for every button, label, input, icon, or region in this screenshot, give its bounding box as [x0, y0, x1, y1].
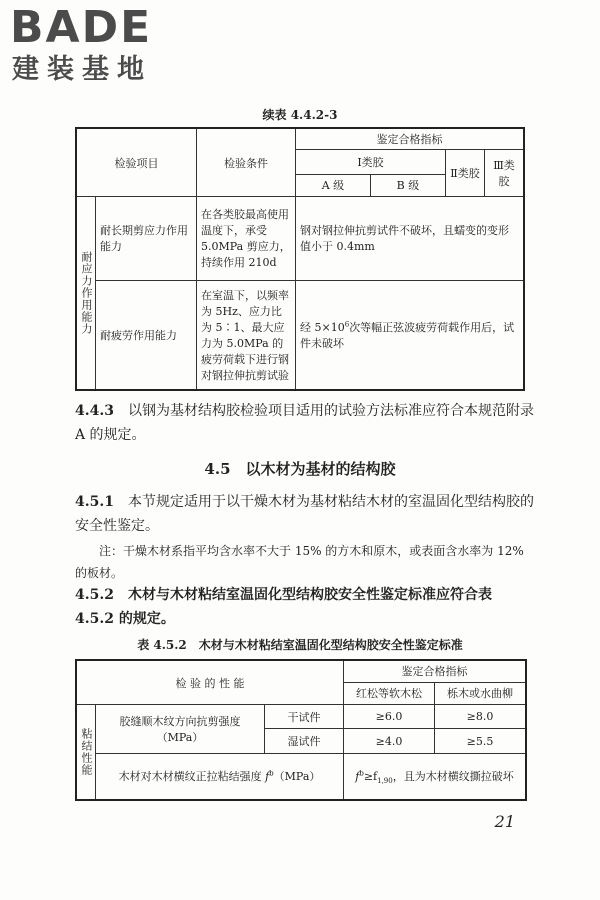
wet-value-softwood: ≥4.0: [344, 729, 435, 753]
row2-item: 耐疲劳作用能力: [96, 280, 197, 390]
section-4-5-heading: [0, 458, 600, 479]
wet-value-hardwood: ≥5.5: [435, 729, 527, 753]
row2-criteria-pre: 经 5×10: [300, 320, 345, 334]
tensile-crit-sup: b: [359, 769, 364, 778]
tensile-crit-sub: 1,90: [377, 777, 393, 785]
header-grade-a: A 级: [296, 174, 371, 196]
logo-word: BADE: [10, 2, 153, 53]
table2-caption: 表 4.5.2 木材与木材粘结室温固化型结构胶安全性鉴定标准: [137, 638, 463, 652]
tensile-criteria: [344, 753, 527, 800]
dry-value-hardwood: ≥8.0: [435, 705, 527, 729]
para-4-5-2-text: 木材与木材粘结室温固化型结构胶安全性鉴定标准应符合表 4.5.2 的规定。: [75, 587, 492, 627]
row-group-label: 耐应力作用能力: [76, 197, 96, 390]
logo: [10, 4, 180, 90]
tensile-strength-label: [96, 753, 344, 800]
para-4-4-3-number: 4.4.3: [75, 403, 114, 419]
tensile-label-unit: （MPa）: [273, 770, 321, 784]
row2-criteria: [296, 280, 525, 390]
para-4-5-2-number: 4.5.2: [75, 587, 114, 603]
table-4-5-2: [75, 659, 527, 801]
tensile-symbol-sup: b: [269, 769, 274, 778]
dry-specimen-label: 干试件: [265, 705, 344, 729]
header-class2: Ⅱ类胶: [446, 150, 485, 197]
para-4-5-1-text: 本节规定适用于以干燥木材为基材粘结木材的室温固化型结构胶的安全性鉴定。: [75, 494, 534, 534]
para-4-5-2: [75, 583, 535, 631]
section-title: 以木材为基材的结构胶: [245, 460, 396, 478]
table1-caption: 续表 4.4.2-3: [262, 108, 338, 122]
para-4-4-3-text: 以钢为基材结构胶检验项目适用的试验方法标准应符合本规范附录 A 的规定。: [75, 403, 534, 443]
tensile-crit-mid: ≥f: [363, 769, 378, 783]
note: 注：干燥木材系指平均含水率不大于 15% 的方木和原木，或表面含水率为 12% 的板材。: [75, 544, 524, 580]
tensile-symbol: f: [265, 770, 270, 784]
header-condition: 检验条件: [197, 128, 296, 197]
header-item: 检验项目: [76, 128, 197, 197]
header-softwood: 红松等软木松: [344, 682, 435, 704]
header-class1: Ⅰ类胶: [296, 150, 446, 174]
shear-strength-label: 胶缝顺木纹方向抗剪强度（MPa）: [96, 705, 265, 754]
para-4-4-3: [75, 399, 535, 447]
table-4-4-2-3: [75, 127, 525, 391]
row1-criteria: 钢对钢拉伸抗剪试件不破坏，且蠕变的变形值小于 0.4mm: [296, 197, 525, 280]
header-performance: 检 验 的 性 能: [76, 660, 344, 705]
row2-criteria-post: 次等幅正弦波疲劳荷载作用后，试件未破坏: [300, 320, 515, 350]
section-number: 4.5: [204, 460, 231, 478]
row1-condition: 在各类胶最高使用温度下，承受 5.0MPa 剪应力，持续作用 210d: [197, 197, 296, 280]
header-class3: Ⅲ类胶: [485, 150, 525, 197]
header-grade-b: B 级: [370, 174, 445, 196]
header-criteria: 鉴定合格指标: [344, 660, 527, 682]
group-bonding-performance: 粘结性能: [76, 705, 96, 800]
logo-subtitle: 建装基地: [12, 54, 152, 85]
tensile-crit-text: ，且为木材横纹撕拉破坏: [392, 769, 514, 783]
wet-specimen-label: 湿试件: [265, 729, 344, 753]
tensile-crit-symbol: f: [355, 769, 360, 783]
para-4-5-1: [75, 490, 535, 538]
row2-condition: 在室温下，以频率为 5Hz、应力比为 5∶1、最大应力为 5.0MPa 的疲劳荷载下进行钢对钢拉伸抗剪试验: [197, 280, 296, 390]
header-hardwood: 栎木或水曲柳: [435, 682, 527, 704]
page-number: 21: [494, 812, 515, 831]
row2-criteria-sup: 6: [344, 320, 350, 329]
tensile-label-text: 木材对木材横纹正拉粘结强度: [118, 770, 266, 784]
dry-value-softwood: ≥6.0: [344, 705, 435, 729]
row1-item: 耐长期剪应力作用能力: [96, 197, 197, 280]
para-4-5-1-number: 4.5.1: [75, 494, 114, 510]
header-criteria: 鉴定合格指标: [296, 128, 525, 150]
